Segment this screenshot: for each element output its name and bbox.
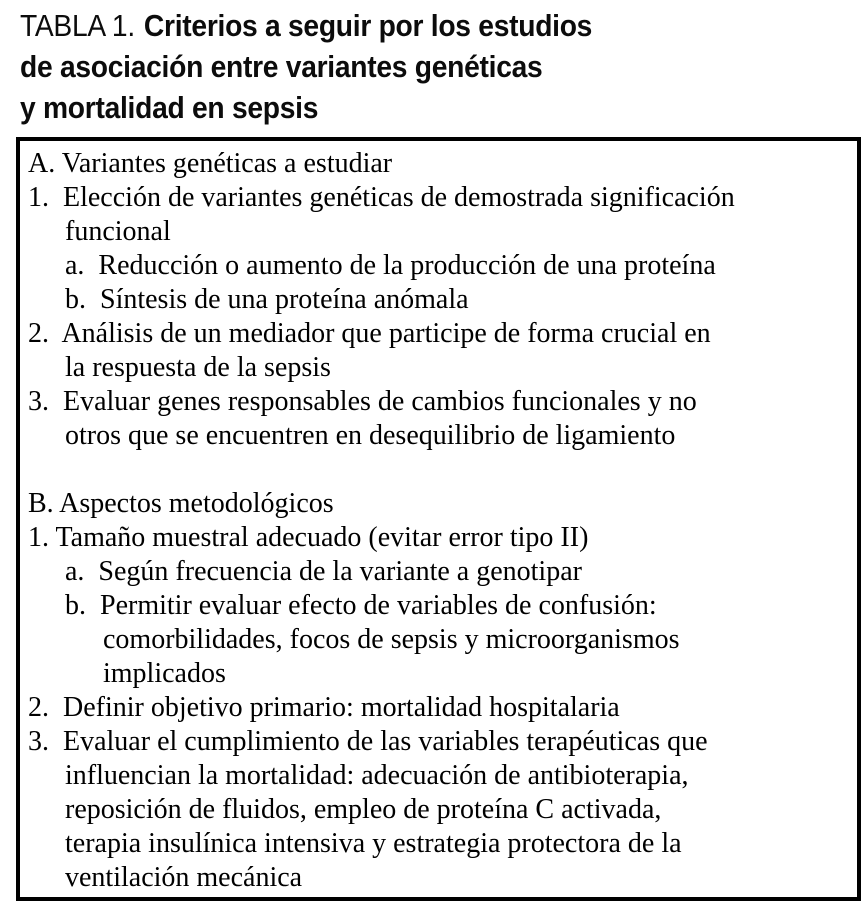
- criteria-line: implicados: [103, 658, 226, 689]
- criteria-line: b. Permitir evaluar efecto de variables de confusión:: [65, 590, 657, 621]
- table-title-line-3: y mortalidad en sepsis: [20, 90, 319, 125]
- criteria-line: la respuesta de la sepsis: [65, 352, 331, 383]
- table-title-line-1: Criterios a seguir por los estudios: [143, 8, 593, 43]
- criteria-line: terapia insulínica intensiva y estrategia protectora de la: [65, 828, 682, 859]
- criteria-line: otros que se encuentren en desequilibrio de ligamiento: [65, 420, 676, 451]
- criteria-line: 2. Definir objetivo primario: mortalidad hospitalaria: [28, 692, 620, 723]
- criteria-line: b. Síntesis de una proteína anómala: [65, 284, 469, 315]
- table-title: [20, 5, 792, 128]
- criteria-line: 1. Tamaño muestral adecuado (evitar error tipo II): [28, 522, 589, 553]
- section-a-header: A. Variantes genéticas a estudiar: [28, 148, 393, 179]
- blank-line: [28, 453, 853, 487]
- criteria-line: 2. Análisis de un mediador que participe de forma crucial en: [28, 318, 711, 349]
- criteria-line: a. Reducción o aumento de la producción de una proteína: [65, 250, 716, 281]
- page: [0, 5, 868, 915]
- criteria-line: 1. Elección de variantes genéticas de demostrada significación: [28, 182, 735, 213]
- criteria-line: comorbilidades, focos de sepsis y microorganismos: [103, 624, 680, 655]
- table-title-line-2: de asociación entre variantes genéticas: [20, 49, 543, 84]
- criteria-line: 3. Evaluar genes responsables de cambios funcionales y no: [28, 386, 697, 417]
- criteria-line: funcional: [65, 216, 171, 247]
- criteria-line: a. Según frecuencia de la variante a genotipar: [65, 556, 582, 587]
- table-number-label: TABLA 1.: [20, 8, 135, 43]
- criteria-line: influencian la mortalidad: adecuación de antibioterapia,: [65, 760, 689, 791]
- section-b-header: B. Aspectos metodológicos: [28, 488, 334, 519]
- criteria-line: ventilación mecánica: [65, 862, 303, 893]
- criteria-line: reposición de fluidos, empleo de proteína C activada,: [65, 794, 662, 825]
- criteria-box: [16, 137, 861, 901]
- criteria-line: 3. Evaluar el cumplimiento de las variables terapéuticas que: [28, 726, 708, 757]
